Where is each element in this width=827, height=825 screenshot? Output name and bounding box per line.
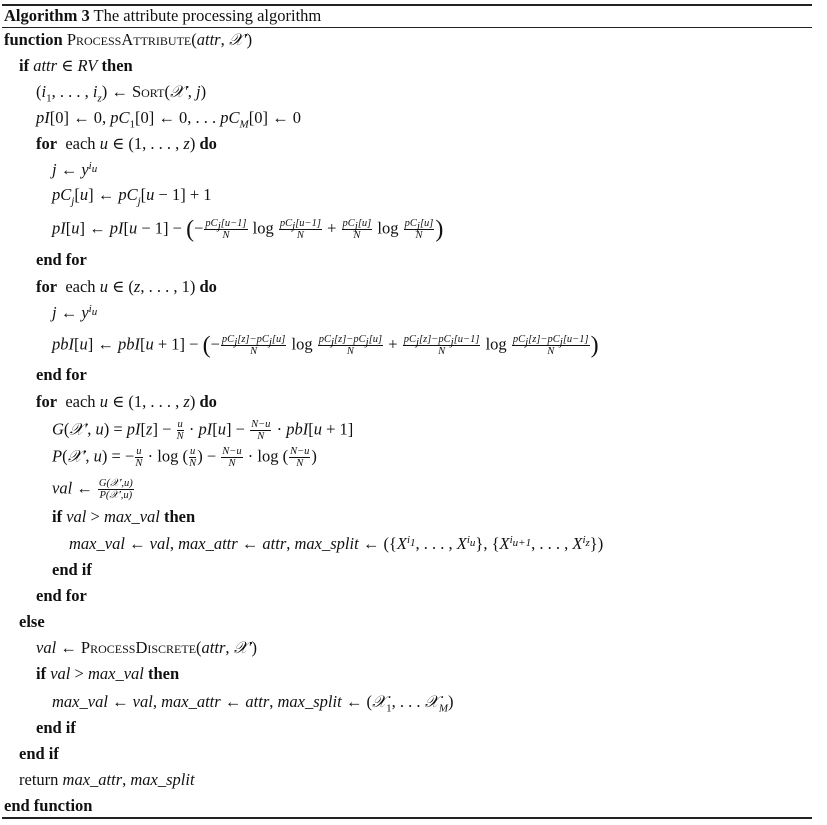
line-function: function ProcessAttribute(attr, 𝒳′) xyxy=(4,30,253,49)
keyword: for xyxy=(36,392,58,411)
keyword: if xyxy=(36,664,47,683)
line-end-for-2 xyxy=(36,365,87,385)
line-assign-1: max_val ← val, max_attr ← attr, max_split ← ({$X^{i_1}$, . . . , $X^{i_u}$}, {$X^{i_{u+1}}$, . . . , $X^{i_z}$}) xyxy=(69,533,604,553)
line-j-1: j ← $y^{i_u}$ xyxy=(52,159,98,179)
line-assign-2: max_val ← val, max_attr ← attr, max_split ← (𝒳$_1$, . . . 𝒳$_M$) xyxy=(52,692,454,715)
function-name: ProcessAttribute xyxy=(66,30,192,49)
sort-call: Sort xyxy=(131,82,165,101)
line-end-if-1 xyxy=(52,560,92,580)
line-process-discrete: val ← ProcessDiscrete(attr, 𝒳′) xyxy=(36,638,257,657)
line-if-val-1: if val > max_val then xyxy=(52,507,196,526)
line-pc: $pC_j[u]$ ← $pC_j[u - 1] + 1$ xyxy=(52,185,212,208)
keyword: for xyxy=(36,134,58,153)
keyword: do xyxy=(199,392,217,411)
keyword: end function xyxy=(4,796,93,815)
keyword: then xyxy=(101,56,133,75)
line-if-rv: if attr ∈ RV then xyxy=(19,56,133,75)
line-if-val-2: if val > max_val then xyxy=(36,664,180,683)
keyword: end if xyxy=(19,744,59,763)
caption-title: The attribute processing algorithm xyxy=(93,6,322,25)
keyword: for xyxy=(36,277,58,296)
line-sort: ($i_1$, . . . , $i_z$) ← Sort(𝒳′, j) xyxy=(36,82,207,105)
keyword: end for xyxy=(36,365,87,384)
line-g: G(𝒳′, u) = pI[z] − $\frac{u}{N}$ · pI[u] − $\frac{N-u}{N}$ · pbI[u + 1] xyxy=(52,419,354,442)
line-val: val ← $\frac{\text{G(𝒳′,u)}}{\text{P(𝒳′,u)}}$ xyxy=(52,478,133,501)
keyword: end if xyxy=(36,718,76,737)
line-else xyxy=(19,612,45,632)
keyword: then xyxy=(147,664,180,683)
line-for-2: for each u ∈ (z, . . . , 1) do xyxy=(36,277,217,296)
keyword: end if xyxy=(52,560,92,579)
keyword: then xyxy=(163,507,196,526)
line-for-1: for each u ∈ (1, . . . , z) do xyxy=(36,134,217,153)
line-end-if-2 xyxy=(36,718,76,738)
line-j-2: j ← $y^{i_u}$ xyxy=(52,302,98,322)
line-p: P(𝒳′, u) = − $\frac{u}{N}$ · log ( $\frac{u}{N}$ ) − $\frac{N-u}{N}$ · log ( $\frac{N-u}{N}$ ) xyxy=(52,446,317,469)
line-end-for-3 xyxy=(36,586,87,606)
keyword: function xyxy=(4,30,63,49)
keyword: end for xyxy=(36,250,87,269)
keyword: do xyxy=(199,277,217,296)
line-for-3: for each u ∈ (1, . . . , z) do xyxy=(36,392,217,411)
caption-label: Algorithm 3 xyxy=(4,6,90,25)
line-return: return max_attr, max_split xyxy=(19,770,195,789)
line-end-for-1 xyxy=(36,250,87,270)
keyword: else xyxy=(19,612,45,631)
keyword: end for xyxy=(36,586,87,605)
line-pi: pI[u] ← pI[u − 1] − (− $\frac{pC_j[u-1]}{N}$ log $\frac{pC_j[u-1]}{N}$ + $\frac{pC_j[u]}{N}$ log $\frac{pC_j[u]}{N}$ ) xyxy=(52,216,444,243)
line-end-function xyxy=(4,796,92,816)
keyword: do xyxy=(199,134,217,153)
line-pbi: pbI[u] ← pbI[u + 1] − (− $\frac{pC_j[z]-pC_j[u]}{N}$ log $\frac{pC_j[z]-pC_j[u]}{N}$ + $\frac{pC_j[z]-pC_j[u-1]}{N}$ log $\frac{pC_j[z]-pC_j[u-1]}{N}$ ) xyxy=(52,332,599,359)
line-init: pI[0] ← 0, $pC_1[0]$ ← 0, . . . $pC_M[0]$ ← 0 xyxy=(36,108,301,131)
function-call: ProcessDiscrete xyxy=(80,638,197,657)
keyword: return xyxy=(19,770,59,789)
caption-rule xyxy=(2,27,812,28)
keyword: if xyxy=(19,56,30,75)
algorithm-caption xyxy=(4,6,321,26)
line-end-if-3 xyxy=(19,744,59,764)
keyword: if xyxy=(52,507,63,526)
bottom-rule xyxy=(2,817,812,819)
